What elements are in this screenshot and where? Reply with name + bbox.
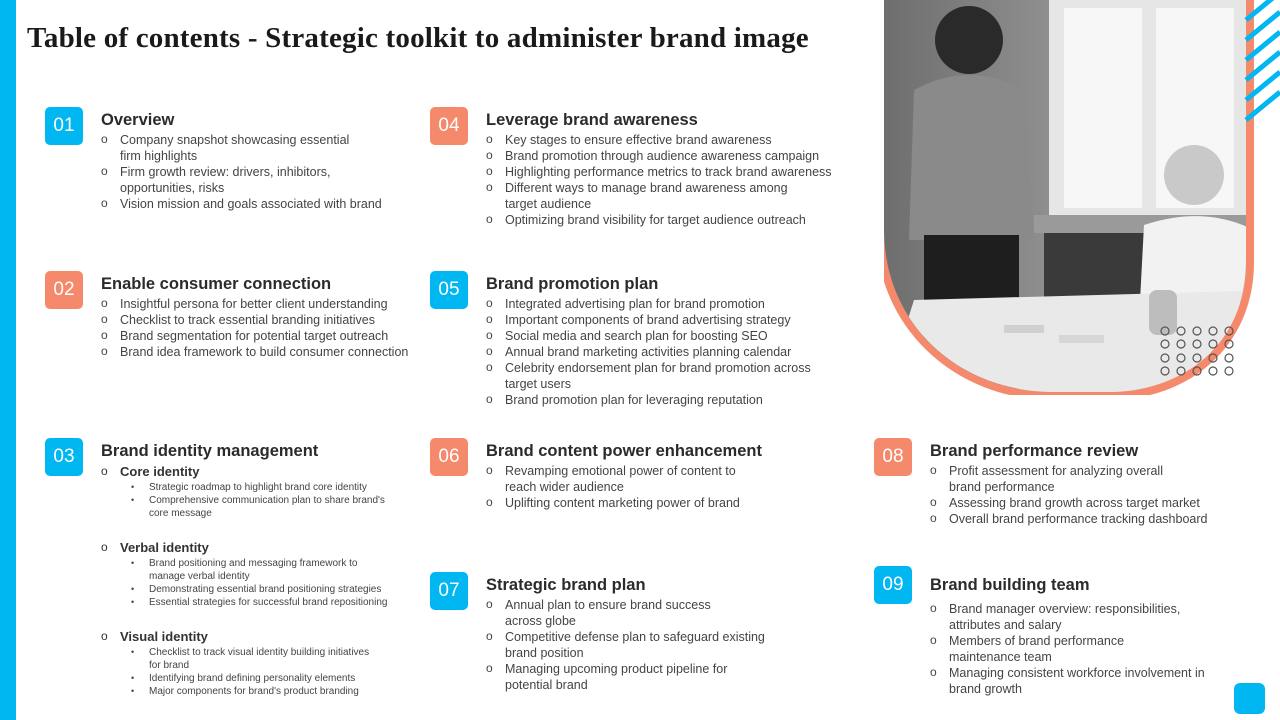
subsection-verbal-identity xyxy=(101,540,387,609)
section-title: Brand performance review xyxy=(930,442,1139,460)
section-number: 05 xyxy=(430,271,468,309)
section-number: 08 xyxy=(874,438,912,476)
list-item: o Assessing brand growth across target market xyxy=(930,495,1207,511)
list-item: o Key stages to ensure effective brand awareness xyxy=(486,132,832,148)
subsection-visual-identity xyxy=(101,629,369,698)
page-title: Table of contents - Strategic toolkit to administer brand image xyxy=(27,22,809,54)
section-number: 03 xyxy=(45,438,83,476)
subsection-title: o Visual identity xyxy=(101,629,369,645)
list-item: o Vision mission and goals associated with brand xyxy=(101,196,382,212)
list-item: o Profit assessment for analyzing overall brand performance xyxy=(930,463,1207,495)
list-item: • Strategic roadmap to highlight brand core identity xyxy=(131,481,385,494)
list-item: o Checklist to track essential branding initiatives xyxy=(101,312,408,328)
list-item: o Managing upcoming product pipeline for potential brand xyxy=(486,661,765,693)
list-item: o Social media and search plan for boosting SEO xyxy=(486,328,811,344)
section-title: Brand identity management xyxy=(101,442,319,460)
list-item: o Insightful persona for better client understanding xyxy=(101,296,408,312)
photo-illustration xyxy=(884,0,1280,395)
list-item: o Uplifting content marketing power of brand xyxy=(486,495,740,511)
subsection-core-identity xyxy=(101,464,385,520)
list-item: • Identifying brand defining personality elements xyxy=(131,672,369,685)
section-number: 04 xyxy=(430,107,468,145)
subsection-title: o Core identity xyxy=(101,464,385,480)
section-title: Brand promotion plan xyxy=(486,275,659,293)
section-number: 07 xyxy=(430,572,468,610)
list-item: • Essential strategies for successful brand repositioning xyxy=(131,596,387,609)
list-item: o Brand promotion through audience awareness campaign xyxy=(486,148,832,164)
list-item: • Checklist to track visual identity building initiatives for brand xyxy=(131,646,369,672)
office-meeting-photo xyxy=(884,0,1280,395)
list-item: o Annual brand marketing activities planning calendar xyxy=(486,344,811,360)
list-item: o Different ways to manage brand awareness among target audience xyxy=(486,180,832,212)
list-item: • Demonstrating essential brand positioning strategies xyxy=(131,583,387,596)
bullet-list xyxy=(131,557,387,609)
list-item: • Comprehensive communication plan to share brand's core message xyxy=(131,494,385,520)
item-list xyxy=(486,597,765,693)
item-list xyxy=(486,463,740,511)
bullet-list xyxy=(131,646,369,698)
corner-navigation-button[interactable] xyxy=(1234,683,1265,714)
list-item: o Brand promotion plan for leveraging reputation xyxy=(486,392,811,408)
bullet-list xyxy=(131,481,385,520)
section-number: 02 xyxy=(45,271,83,309)
list-item: o Celebrity endorsement plan for brand promotion across target users xyxy=(486,360,811,392)
section-number: 06 xyxy=(430,438,468,476)
item-list xyxy=(101,296,408,360)
list-item: o Brand idea framework to build consumer connection xyxy=(101,344,408,360)
section-number: 01 xyxy=(45,107,83,145)
list-item: o Brand segmentation for potential target outreach xyxy=(101,328,408,344)
left-accent-bar xyxy=(0,0,16,720)
section-title: Enable consumer connection xyxy=(101,275,332,293)
list-item: o Important components of brand advertising strategy xyxy=(486,312,811,328)
list-item: o Optimizing brand visibility for target audience outreach xyxy=(486,212,832,228)
section-title: Brand content power enhancement xyxy=(486,442,762,460)
section-number: 09 xyxy=(874,566,912,604)
section-title: Brand building team xyxy=(930,576,1090,594)
list-item: o Competitive defense plan to safeguard existing brand position xyxy=(486,629,765,661)
item-list xyxy=(101,132,382,212)
list-item: o Revamping emotional power of content to reach wider audience xyxy=(486,463,740,495)
section-title: Overview xyxy=(101,111,175,129)
section-title: Leverage brand awareness xyxy=(486,111,698,129)
list-item: o Annual plan to ensure brand success across globe xyxy=(486,597,765,629)
list-item: o Managing consistent workforce involvement in brand growth xyxy=(930,665,1205,697)
list-item: o Members of brand performance maintenance team xyxy=(930,633,1205,665)
list-item: o Integrated advertising plan for brand promotion xyxy=(486,296,811,312)
list-item: o Highlighting performance metrics to track brand awareness xyxy=(486,164,832,180)
list-item: o Firm growth review: drivers, inhibitors, opportunities, risks xyxy=(101,164,382,196)
list-item: o Brand manager overview: responsibilities, attributes and salary xyxy=(930,601,1205,633)
list-item: o Company snapshot showcasing essential firm highlights xyxy=(101,132,382,164)
item-list xyxy=(486,132,832,228)
subsection-title: o Verbal identity xyxy=(101,540,387,556)
list-item: o Overall brand performance tracking dashboard xyxy=(930,511,1207,527)
item-list xyxy=(930,601,1205,697)
list-item: • Brand positioning and messaging framework to manage verbal identity xyxy=(131,557,387,583)
item-list xyxy=(486,296,811,408)
section-title: Strategic brand plan xyxy=(486,576,646,594)
list-item: • Major components for brand's product branding xyxy=(131,685,369,698)
item-list xyxy=(930,463,1207,527)
